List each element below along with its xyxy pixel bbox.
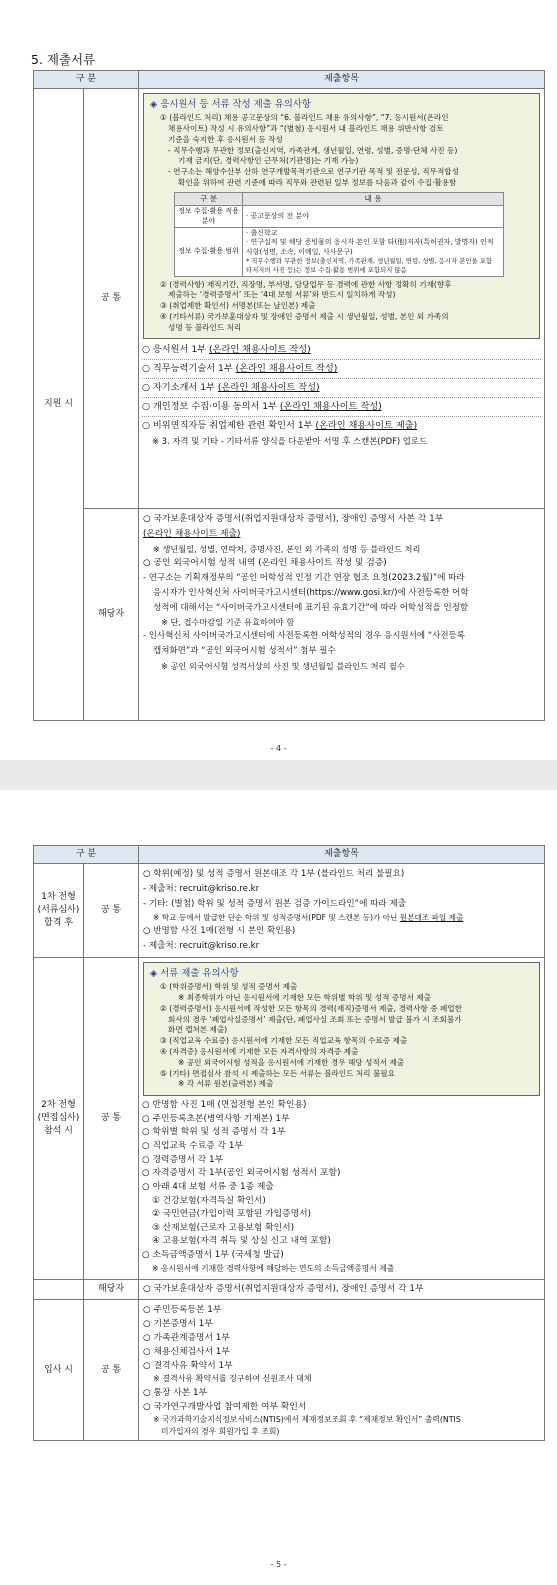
notice-line: ③ (직업교육 수료증) 응시원서에 기재한 모든 직업교육 항목의 수료증 제출 xyxy=(160,1036,408,1046)
notice-line: 제출하는 ‘경력증명서’ 또는 ‘4대 보험 서류’와 반드시 일치하게 작성) xyxy=(168,290,396,300)
item-line: ○ 자격증명서 각 1부(공인 외국어시험 성적서 포함) xyxy=(142,1168,341,1179)
item-line: ○ 경력증명서 각 1부 xyxy=(142,1154,224,1165)
row-group-second-round: 2차 전형 (면접심사) 참석 시 xyxy=(34,958,84,1280)
item-line: ④ 고용보험(자격 취득 및 상실 신고 내역 포함) xyxy=(152,1236,331,1247)
header-items: 제출항목 xyxy=(139,846,545,864)
applicable-line: - 연구소는 기획재정부의 “공인 어학성적 인정 기간 연장 협조 요청(2023.2월)”에 따라 xyxy=(143,573,465,584)
notice-line: - 연구소는 해양수산부 산하 연구개발목적기관으로 연구기관 목적 및 전문성, 직무적합성 xyxy=(168,167,459,177)
applicable-line: 성적에 대해서는 “사이버국가고시센터에 표기된 유효기간”에 따라 어학성적을 인정함 xyxy=(153,602,469,613)
notice-line: ① (학위증명서) 학위 및 성적 증명서 제출 xyxy=(160,982,298,992)
notice-line: 회사의 경우 ‘폐업사실증명서’ 제출(단, 폐업사실 조회 또는 증명서 발급 불가 시 조회불가 xyxy=(168,1014,462,1024)
notice-line: ① (블라인드 처리) 채용 공고문상의 “6. 블라인드 채용 유의사항”, “7. 응시원서(온라인 xyxy=(160,113,449,123)
item-line: ○ 국가보훈대상자 증명서(취업지원대상자 증명서), 장애인 증명서 각 1부 xyxy=(143,1283,424,1294)
item-line: ① 건강보험(자격득실 확인서) xyxy=(152,1195,266,1206)
notice-box xyxy=(143,962,540,1096)
applicable-note: ※ 공인 외국어시험 성적서상의 사진 및 생년월일 블라인드 처리 필수 xyxy=(161,660,405,671)
item-line: ○ 가족관계증명서 1부 xyxy=(143,1332,230,1343)
common-item: ○ 응시원서 1부 (온라인 채용사이트 작성) xyxy=(142,344,311,356)
label-common: 공 통 xyxy=(84,89,139,509)
inner-header-category: 구 분 xyxy=(175,192,243,205)
common-note: ※ 3. 자격 및 기타 - 기타서류 양식을 다운받아 서명 후 스캔본(PDF) 업로드 xyxy=(152,435,428,446)
notice-line: 확인을 위하여 관련 기준에 따라 직무와 관련된 일부 정보를 다음과 같이 수집·활용함 xyxy=(178,178,457,188)
applicable-note: ※ 단, 접수마감일 기준 유효하여야 함 xyxy=(161,617,295,628)
inner-row-key: 정보 수집·활용 범위 xyxy=(175,227,243,276)
common-item: ○ 개인정보 수집·이용 동의서 1부 (온라인 채용사이트 작성) xyxy=(142,400,382,412)
applicable-line: (온라인 채용사이트 제출) xyxy=(143,529,241,540)
applicable-line: - 인사혁신처 사이버국가고시센터에 사전등록한 어학성적의 경우 응시원서에 “사전등록 xyxy=(143,631,465,642)
inner-row-value: · 공고문상의 전 분야 xyxy=(243,206,504,228)
notice-line: - 직무수행과 무관한 정보(출신지역, 가족관계, 생년월일, 연령, 성별, 증명·단체 사진 등) xyxy=(168,145,458,155)
item-note: ※ 학교 등에서 발급한 단순 학위 및 성적증명서(PDF 및 스캔본 등)가 아닌 원본대조 파일 제출 xyxy=(153,913,464,923)
label-applicable: 해당자 xyxy=(84,1279,139,1299)
item-line: ○ 반명함 사진 1매 (면접전형 본인 확인용) xyxy=(142,1100,307,1111)
item-note: ※ 응시원서에 기재한 경력사항에 해당하는 연도의 소득금액증명서 제출 xyxy=(152,1263,395,1273)
hiring-cell xyxy=(139,1299,545,1441)
row-group-apply: 지원 시 xyxy=(34,89,84,721)
inner-value-line: · 출신학교 xyxy=(246,228,278,237)
notice-line: ④ (자격증) 응시원서에 기재한 모든 자격사항의 자격증 제출 xyxy=(160,1047,359,1057)
item-line: ○ 결격사유 확약서 1부 xyxy=(143,1361,233,1372)
applicable-line: 응시자가 인사혁신처 사이버국가고시센터(https://www.gosi.kr/)에 사전등록한 어학 xyxy=(153,588,469,599)
inner-value-line: · 연구실적 및 해당 증빙물의 응시자 본인 포함 타(他)저자(특허권자, 발명자) 인적사항(성명, 소속, 이메일, 사사문구) xyxy=(246,238,494,256)
notice-line: ※ 최종학위가 아닌 응시원서에 기재한 모든 학위별 학위 및 성적 증명서 제출 xyxy=(178,993,431,1003)
item-line: ○ 주민등록초본(병역사항 기재본) 1부 xyxy=(142,1113,290,1124)
item-note: ※ 결격사유 확약서를 징구하여 신원조사 대체 xyxy=(153,1374,312,1384)
applicable-note: ※ 생년월일, 성별, 연락처, 증명사진, 본인 외 가족의 성명 등 블라인드 처리 xyxy=(153,544,421,555)
item-line: ○ 주민등록등본 1부 xyxy=(143,1304,222,1315)
header-category: 구 분 xyxy=(34,71,139,89)
inner-header-content: 내 용 xyxy=(243,192,504,205)
notice-line: ③ (취업제한 확인서) 서명본(또는 날인본) 제출 xyxy=(160,301,316,311)
page-4 xyxy=(0,0,557,760)
applicable-line: ○ 공인 외국어시험 성적 내역 (온라인 채용사이트 작성 및 검증) xyxy=(143,558,387,569)
notice-line: ④ (기타서류) 국가보훈대상자 및 장애인 증명서 제출 시 생년월일, 성별, 본인 외 가족의 xyxy=(160,311,449,321)
item-line: ○ 소득금액증명서 1부 (국세청 발급) xyxy=(142,1250,284,1261)
notice-title: ◈ 서류 제출 유의사항 xyxy=(150,968,239,979)
diamond-icon: ◈ xyxy=(150,99,158,110)
item-line: ○ 학위(예정) 및 성적 증명서 원본대조 각 1부 (블라인드 처리 불필요) xyxy=(143,869,405,879)
item-line: ○ 학위별 학위 및 성적 증명서 각 1부 xyxy=(142,1127,286,1138)
notice-title: ◈ 응시원서 등 서류 작성 제출 유의사항 xyxy=(150,99,311,110)
documents-table xyxy=(33,70,545,721)
section-title: 5. 제출서류 xyxy=(31,52,96,67)
common-item: ○ 비위면직자등 취업제한 관련 확인서 1부 (온라인 채용사이트 제출) xyxy=(142,419,418,431)
applicable-line: 캡쳐화면”과 “공인 외국어시험 성적서” 첨부 필수 xyxy=(153,646,336,657)
row-group-hiring: 입사 시 xyxy=(34,1299,84,1441)
applicable-line: ○ 국가보훈대상자 증명서(취업지원대상자 증명서), 장애인 증명서 사본 각 1부 xyxy=(143,514,444,524)
notice-line: 기준을 숙지한 후 응시원서 등 작성 xyxy=(168,134,283,144)
label-common: 공 통 xyxy=(84,958,139,1280)
item-line: ○ 아래 4대 보험 서류 중 1종 제출 xyxy=(142,1181,274,1192)
inner-row-key: 정보 수집·활용 적용 분야 xyxy=(175,206,243,228)
item-line: - 제출처: recruit@kriso.re.kr xyxy=(143,941,260,952)
item-line: ○ 반명함 사진 1매(전형 시 본인 확인용) xyxy=(143,926,296,937)
documents-table-continued xyxy=(33,845,545,1441)
page-number: - 5 - xyxy=(270,1560,287,1569)
notice-line: 채용사이트) 작성 시 유의사항”과 “(별첨) 응시원서 내 블라인드 채용 위반사항 검토 xyxy=(168,124,444,134)
applicable-cell xyxy=(139,1279,545,1299)
item-line: ③ 산재보험(근로자 고용보험 확인서) xyxy=(152,1222,295,1233)
page-number: - 4 - xyxy=(270,744,287,753)
item-line: ○ 직업교육 수료증 각 1부 xyxy=(142,1141,243,1152)
item-line: ○ 기본증명서 1부 xyxy=(143,1318,213,1329)
common-item: ○ 직무능력기술서 1부 (온라인 채용사이트 작성) xyxy=(142,363,338,375)
common-item: ○ 자기소개서 1부 (온라인 채용사이트 작성) xyxy=(142,382,320,394)
header-items: 제출항목 xyxy=(139,71,545,89)
notice-line: ※ 각 서류 원본(출력본) 제출 xyxy=(178,1079,274,1089)
item-line: ○ 채용신체검사서 1부 xyxy=(143,1347,230,1358)
common-cell xyxy=(139,89,545,509)
item-note: 미가입자의 경우 회원가입 후 조회) xyxy=(161,1426,280,1436)
item-line: ② 국민연금(가입이력 포함된 가입증명서) xyxy=(152,1209,312,1220)
notice-line: 화면 캡쳐본 제출) xyxy=(168,1025,228,1035)
item-line: ○ 국가연구개발사업 참여제한 여부 확인서 xyxy=(143,1402,307,1413)
item-line: - 제출처: recruit@kriso.re.kr xyxy=(143,883,260,894)
label-common: 공 통 xyxy=(84,1299,139,1441)
item-line: ○ 통장 사본 1부 xyxy=(143,1387,208,1398)
notice-line: ※ 공인 외국어시험 성적을 응시원서에 기재한 경우 해당 성적서 제출 xyxy=(178,1057,405,1067)
diamond-icon: ◈ xyxy=(150,968,158,979)
notice-line: 성명 등 블라인드 처리 xyxy=(168,322,242,332)
notice-line: 기재 금지(단, 경력사항인 근무처(기관명)는 기재 가능) xyxy=(178,156,359,166)
item-note: ※ 국가과학기술지식정보서비스(NTIS)에서 제재정보조회 후 “제재정보 확인서” 출력(NTIS xyxy=(153,1415,461,1425)
notice-line: ② (경력사항) 재직기간, 직장명, 부서명, 담당업무 등 경력에 관한 사항 정확히 기재(향후 xyxy=(160,279,452,289)
notice-line: ⑤ (기타) 면접심사 참석 시 제출하는 모든 서류는 블라인드 처리 불필요 xyxy=(160,1068,395,1078)
inner-value-note: * 직무수행과 무관한 정보(출신지역, 가족관계, 생년월일, 연령, 성별, 응시자 본인을 포함 타저자의 사진 등)는 정보 수집·활용 범위에 포함되지 않음 xyxy=(246,257,493,274)
info-scope-table xyxy=(174,192,504,277)
first-round-cell xyxy=(139,864,545,958)
inner-row-value xyxy=(243,227,504,276)
label-applicable: 해당자 xyxy=(84,509,139,721)
row-group-second-round-cont xyxy=(34,1279,84,1299)
header-category: 구 분 xyxy=(34,846,139,864)
item-line: - 기타: (별첨) 학위 및 성적 증명서 원본 검증 가이드라인”에 따라 제출 xyxy=(143,898,407,909)
second-round-cell xyxy=(139,958,545,1280)
notice-box xyxy=(143,93,540,339)
applicable-cell xyxy=(139,509,545,721)
row-group-first-round: 1차 전형 (서류심사) 합격 후 xyxy=(34,864,84,958)
label-common: 공 통 xyxy=(84,864,139,958)
notice-line: ② (경력증명서) 응시원서에 작성한 모든 항목의 경력(재직)증명서 제출, 경력사항 중 폐업한 xyxy=(160,1003,462,1013)
page-5 xyxy=(0,790,557,1585)
